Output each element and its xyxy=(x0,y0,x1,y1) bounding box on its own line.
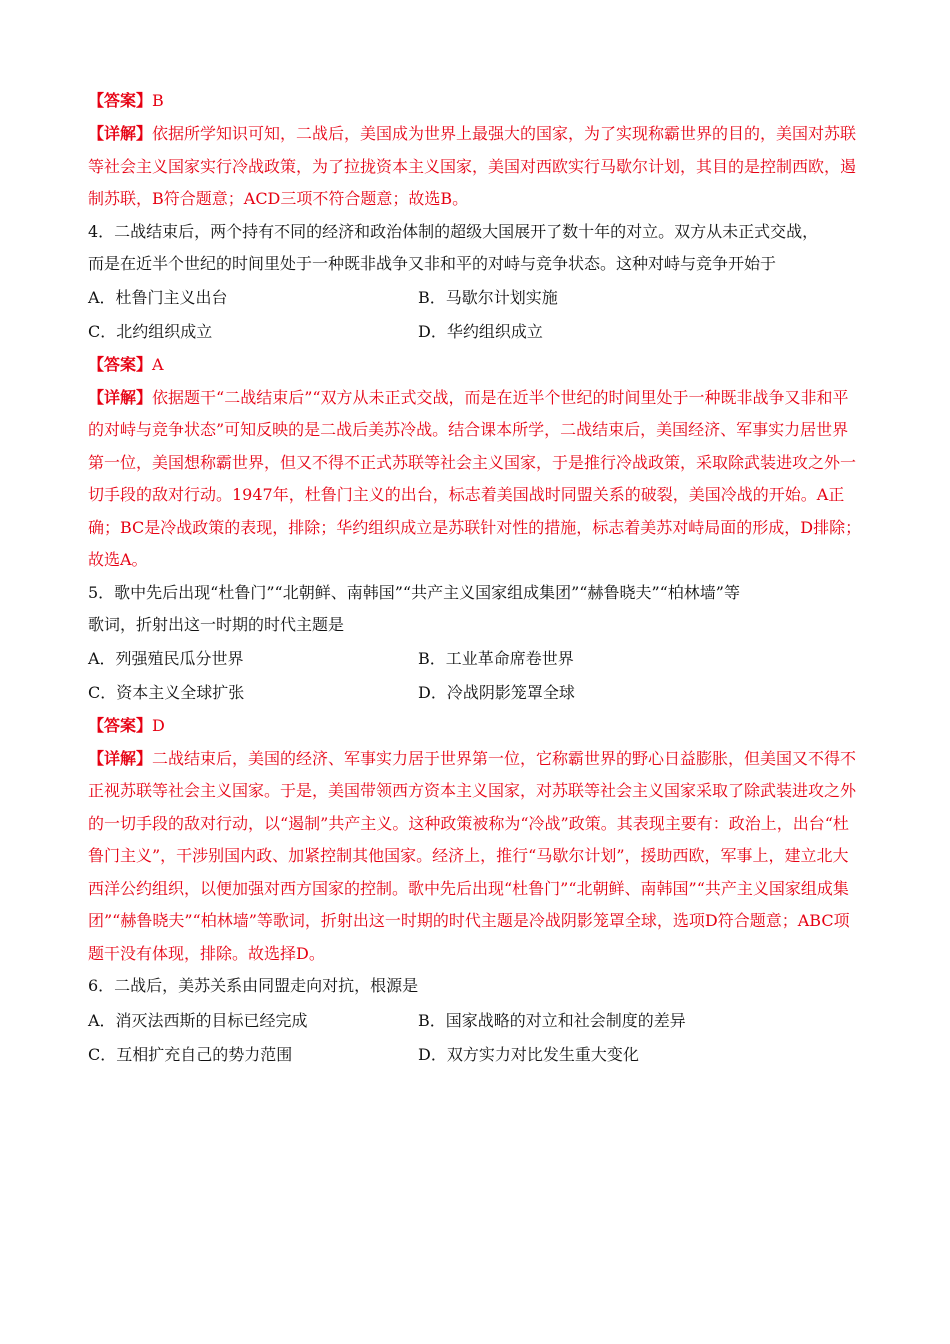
q3-answer xyxy=(88,84,868,118)
q3-detail xyxy=(88,118,864,216)
q4-stem-line1: 4．二战结束后，两个持有不同的经济和政治体制的超级大国展开了数十年的对立。双方从未正式交战， xyxy=(88,221,819,241)
answer-tag: 【答案】 xyxy=(88,91,153,110)
q5-answer xyxy=(88,709,868,743)
q4-option-c: C．北约组织成立 xyxy=(88,322,213,341)
answer-value: D xyxy=(152,715,165,735)
q5-stem-line1: 5．歌中先后出现“杜鲁门”“北朝鲜、南韩国”“共产主义国家组成集团”“赫鲁晓夫”“柏林墙”等 xyxy=(88,582,740,602)
q5-option-a: A．列强殖民瓜分世界 xyxy=(88,649,244,668)
q5-option-d: D．冷战阴影笼罩全球 xyxy=(418,683,575,702)
q5-option-b: B．工业革命席卷世界 xyxy=(418,649,574,668)
q5-options-row1 xyxy=(88,641,868,675)
q4-answer xyxy=(88,348,868,382)
detail-text: 二战结束后，美国的经济、军事实力居于世界第一位，它称霸世界的野心日益膨胀，但美国又不得不正视苏联等社会主义国家。于是，美国带领西方资本主义国家，对苏联等社会主义国家采取了除武装进攻之外的一切手段的敌对行动，以“遏制”共产主义。这种政策被称为“冷战”政策。其表现主要有：政治上，出台“杜鲁门主义”，干涉别国内政、加紧控制其他国家。经济上，推行“马歇尔计划”，援助西欧，军事上，建立北大西洋公约组织，以便加强对西方国家的控制。歌中先后出现“杜鲁门”“北朝鲜、南韩国”“共产主义国家组成集团”“赫鲁晓夫”“柏林墙”等歌词，折射出这一时期的时代主题是冷战阴影笼罩全球，选项D符合题意；ABC项题干没有体现，排除。故选择D。 xyxy=(88,748,857,963)
detail-tag: 【详解】 xyxy=(88,748,153,768)
q4-options-row2 xyxy=(88,314,868,348)
q6-options-row1 xyxy=(88,1002,868,1036)
q6-options-row2 xyxy=(88,1036,868,1070)
q4-option-d: D．华约组织成立 xyxy=(418,322,543,341)
answer-tag: 【答案】 xyxy=(88,354,153,374)
detail-text: 依据所学知识可知，二战后，美国成为世界上最强大的国家，为了实现称霸世界的目的，美国对苏联等社会主义国家实行冷战政策，为了拉拢资本主义国家，美国对西欧实行马歇尔计划，其目的是控制西欧，遏制苏联，B符合题意；ACD三项不符合题意；故选B。 xyxy=(88,124,857,208)
q5-options-row2 xyxy=(88,675,868,709)
q4-stem-line2: 而是在近半个世纪的时间里处于一种既非战争又非和平的对峙与竞争状态。这种对峙与竞争开始于 xyxy=(88,253,777,273)
answer-value: B xyxy=(152,91,164,110)
q4-detail xyxy=(88,382,864,577)
q6-option-a: A．消灭法西斯的目标已经完成 xyxy=(88,1010,308,1030)
answer-tag: 【答案】 xyxy=(88,715,153,735)
detail-text: 依据题干“二战结束后”“双方从未正式交战，而是在近半个世纪的时间里处于一种既非战争又非和平的对峙与竞争状态”可知反映的是二战后美苏冷战。结合课本所学，二战结束后，美国经济、军事实力居世界第一位，美国想称霸世界，但又不得不正式苏联等社会主义国家，于是推行冷战政策，采取除武装进攻之外一切手段的敌对行动。1947年，杜鲁门主义的出台，标志着美国战时同盟关系的破裂，美国冷战的开始。A正确；BC是冷战政策的表现，排除；华约组织成立是苏联针对性的措施，标志着美苏对峙局面的形成，D排除；故选A。 xyxy=(88,387,862,569)
q4-options-row1 xyxy=(88,280,868,314)
q6-stem-line1: 6．二战后，美苏关系由同盟走向对抗，根源是 xyxy=(88,976,419,995)
q4-option-b: B．马歇尔计划实施 xyxy=(418,288,558,307)
detail-tag: 【详解】 xyxy=(88,124,153,143)
q4-option-a: A．杜鲁门主义出台 xyxy=(88,288,228,307)
q6-option-c: C．互相扩充自己的势力范围 xyxy=(88,1044,293,1064)
q5-detail xyxy=(88,743,864,971)
answer-value: A xyxy=(152,354,164,374)
q6-option-d: D．双方实力对比发生重大变化 xyxy=(418,1044,639,1064)
q5-option-c: C．资本主义全球扩张 xyxy=(88,683,245,702)
q5-stem-line2: 歌词，折射出这一时期的时代主题是 xyxy=(88,614,345,634)
q6-option-b: B．国家战略的对立和社会制度的差异 xyxy=(418,1010,686,1030)
detail-tag: 【详解】 xyxy=(88,387,153,407)
document-page xyxy=(88,84,868,1070)
